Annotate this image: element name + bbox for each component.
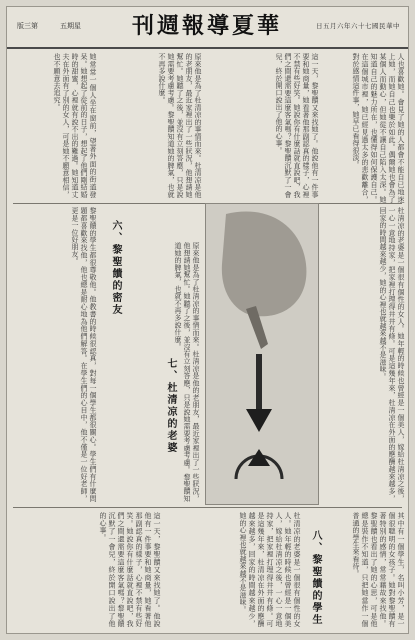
- article-column: 人也喜歡她。會見了她的人都會不能自已地迷上她，而她自己也樂於如此。偶爾她也會為了某個人而動心，但她從不讓自己陷入太深。她知道自己的魅力所在，也懂得如何保護自己。在這個城市裡，她已經見過太多的悲歡離合，對於感情這件事，她早已看得很淡。: [352, 53, 405, 203]
- section-heading: 八、黎聖饋的學生: [307, 527, 324, 629]
- masthead-left: [17, 21, 81, 31]
- section-heading: 七、杜清凉的老婆: [162, 355, 179, 457]
- article-column: 這一天，黎聖饋又來找她了。他說他有一件事要和她商量，她看著他那副認真的樣子，心裡不禁有些好笑。她說你有什麼話就直說吧，我們之間還需要這麼客氣嗎？黎聖饋沉默了一會兒，終於開口說出了他的心事。: [99, 512, 161, 627]
- article-column: 原來他是為了杜清凉的事情而來。杜清凉是他的老朋友，最近家裡出了一些狀況，他想請她幫忙。她聽了之後，並沒有立刻答應，只是說她需要考慮考慮。黎聖饋知道她的脾氣，也就不再多說什麼。: [158, 53, 202, 198]
- publication-title: 刊週報導夏華: [132, 13, 283, 39]
- article-column: 黎聖饋的學生都很尊敬他。他教書的時候很認真，對每一個學生都很關心。學生們有什麼問題都喜歡來找他，他也總是耐心地為他們解答。在學生們的心目中，他不僅是一位好老師，更是一位好朋友。: [71, 207, 97, 502]
- illustration: [205, 203, 319, 505]
- issue-label: 五期星: [60, 22, 81, 30]
- article-column: 杜清凉的老婆是一個很有個性的女人。她年輕的時候也曾經是一個美人，嫁給杜清凉之後，一心一意地持家，把家裡打理得井井有條。可是這幾年來，杜清凉在外面的應酬越來越多，回家的時間越來越少，她的心裡也就越來越不是滋味。: [239, 512, 301, 627]
- article-column: 其中有一個學生，名叫小芳，是一個很聰明的女孩子。她對黎聖饋有著特別的感情，常常藉故來找他。黎聖饋也看出了她的心思，可是他總是裝作不知道，只把她當作一個普通的學生來看待。: [352, 512, 405, 627]
- publication-date: 日五月六年六十七國民華中: [316, 22, 400, 30]
- page-label: 版三第: [17, 22, 38, 30]
- divider: [13, 507, 402, 508]
- article-column: 這一天，黎聖饋又來找她了。他說他有一件事要和她商量，她看著他那副認真的樣子，心裡不禁有些好笑。她說你有什麼話就直說吧，我們之間還需要這麼客氣嗎？黎聖饋沉默了一會兒，終於開口說出了他的心事。: [275, 53, 319, 198]
- masthead: [7, 7, 408, 49]
- section-heading: 六、黎聖饋的密友: [107, 217, 124, 319]
- newspaper-page: [6, 6, 409, 634]
- hand-and-arrows-illustration: [206, 204, 318, 504]
- article-column: 她常常一個人坐在窗前，望著外面的街道發呆。她想起了從前的日子，想起了他們剛結婚時的甜蜜，心裡就有說不出的難過。她知道丈夫在外面有了別的女人，可是她不願意相信，也不願意去追究。: [53, 53, 97, 198]
- article-column: 原來他是為了杜清凉的事情而來。杜清凉是他的老朋友，最近家裡出了一些狀況，他想請她幫忙。她聽了之後，並沒有立刻答應，只是說她需要考慮考慮。黎聖饋知道她的脾氣，也就不再多說什麼。: [174, 242, 200, 502]
- article-column: 杜清凉的老婆是一個很有個性的女人。她年輕的時候也曾經是一個美人，嫁給杜清凉之後，一心一意地持家，把家裡打理得井井有條。可是這幾年來，杜清凉在外面的應酬越來越多，回家的時間越來越少，她的心裡也就越來越不是滋味。: [379, 207, 405, 502]
